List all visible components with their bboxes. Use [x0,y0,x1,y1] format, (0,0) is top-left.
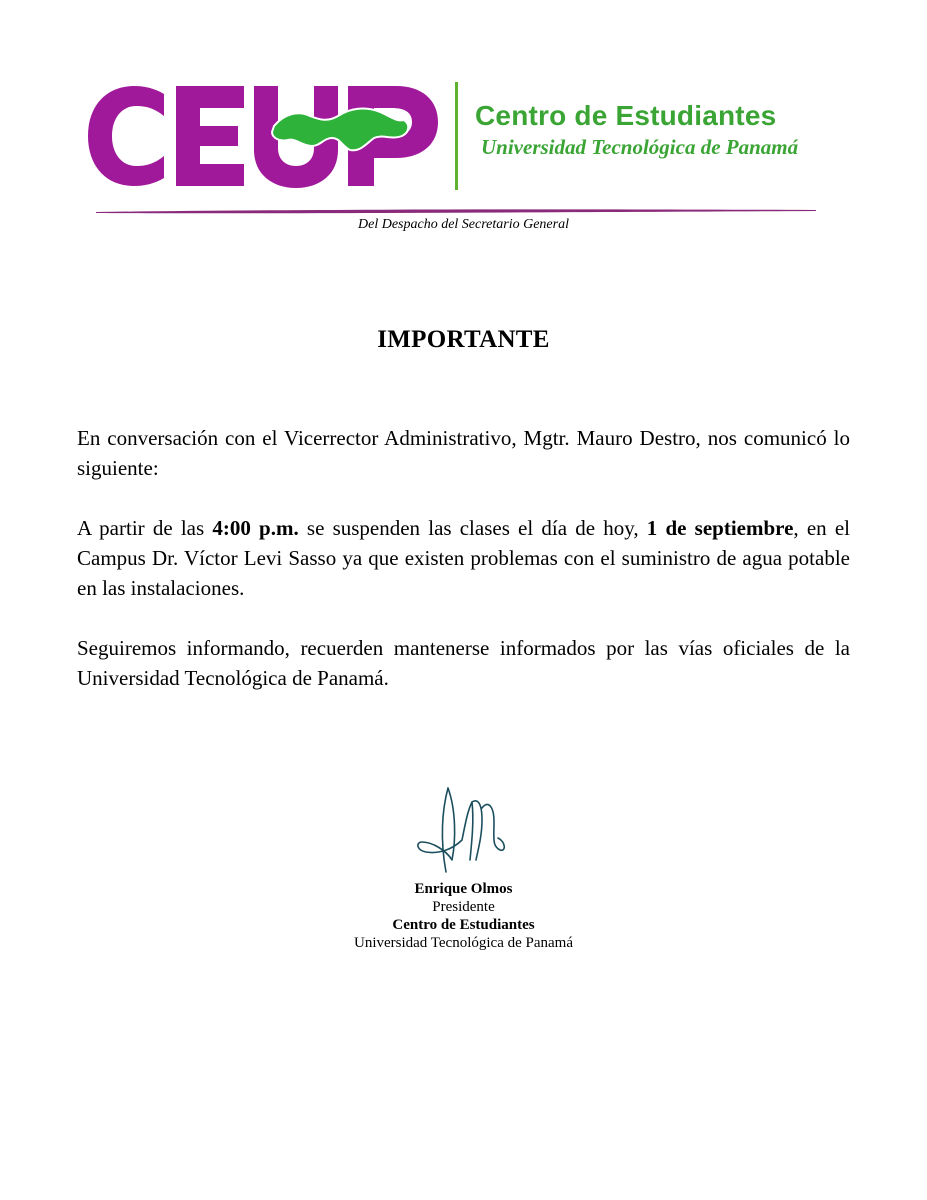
signature-block [0,880,927,952]
suspension-date: 1 de septiembre [646,516,794,540]
org-name: Centro de Estudiantes [475,100,777,131]
office-line: Del Despacho del Secretario General [358,217,569,232]
document-body [77,423,850,723]
logo-letter-c [88,86,164,186]
signatory-name: Enrique Olmos [414,881,513,897]
paragraph-1: En conversación con el Vicerrector Administrativo, Mgtr. Mauro Destro, nos comunicó lo siguiente: [77,426,850,480]
document-heading: IMPORTANTE [377,326,550,353]
logo-divider [455,82,458,190]
handwritten-signature [412,780,512,880]
signatory-university: Universidad Tecnológica de Panamá [353,935,574,951]
logo-letter-e [176,86,244,186]
suspension-time: 4:00 p.m. [212,516,299,540]
org-subtitle: Universidad Tecnológica de Panamá [481,135,799,159]
paragraph-2: A partir de las 4:00 p.m. se suspenden las clases el día de hoy, 1 de septiembre, en el Campus Dr. Víctor Levi Sasso ya que existen problemas con el suministro de agua potable en las instalaciones. [77,516,851,600]
ceup-logo [84,76,444,196]
paragraph-3: Seguiremos informando, recuerden mantenerse informados por las vías oficiales de la Universidad Tecnológica de Panamá. [77,636,850,690]
signatory-title: Presidente [432,899,495,915]
header-rule [96,206,816,216]
signatory-organization: Centro de Estudiantes [392,917,535,933]
